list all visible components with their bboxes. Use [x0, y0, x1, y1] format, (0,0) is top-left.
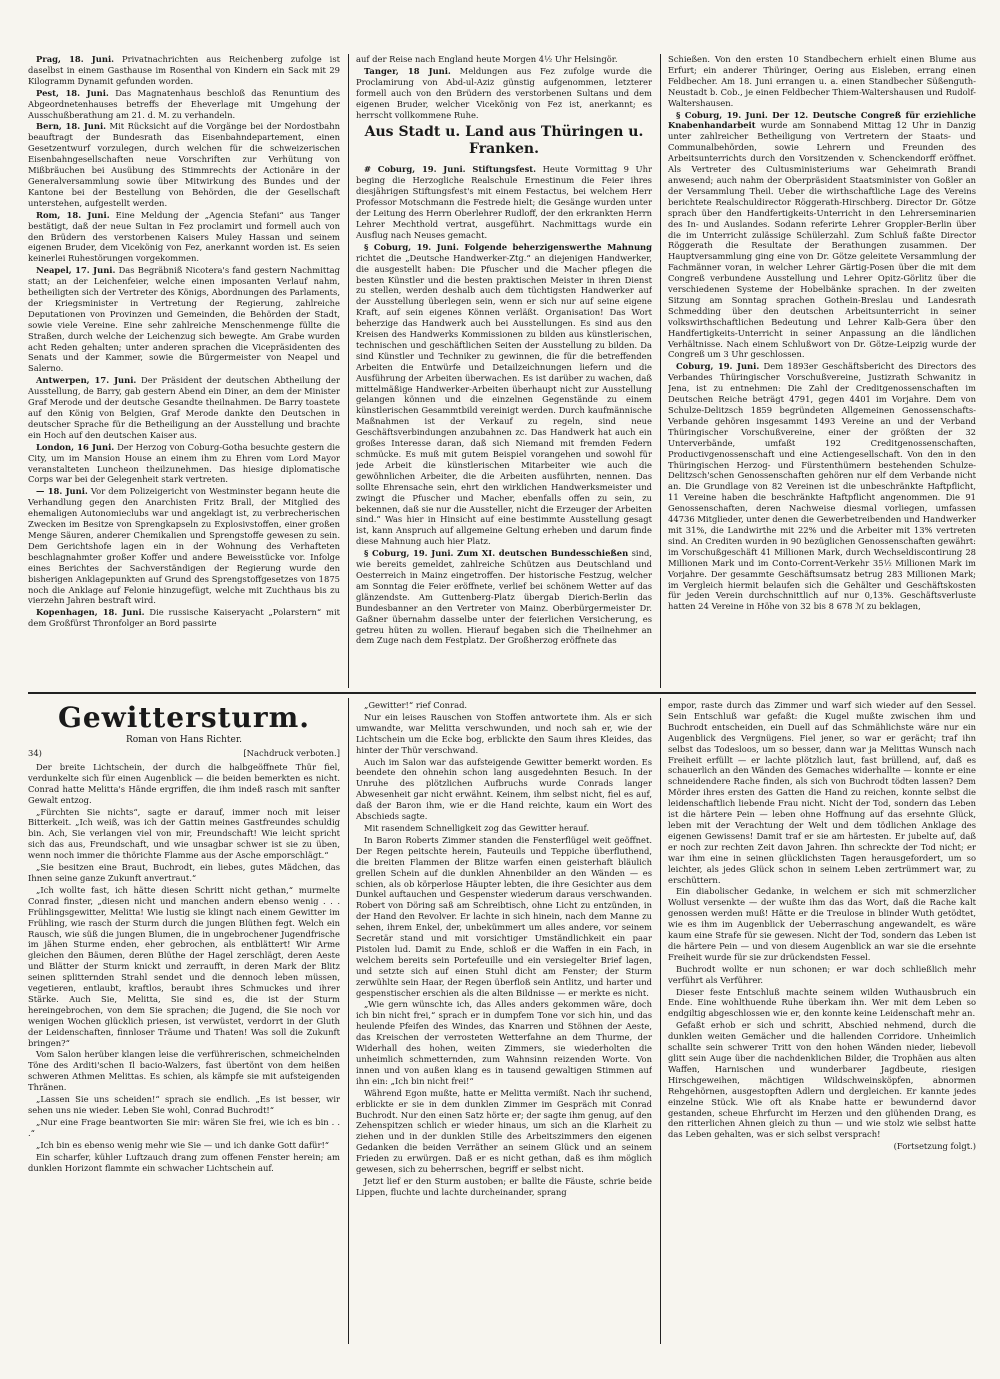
serial-paragraph: Jetzt lief er den Sturm austoben; er ballte die Fäuste, schrie beide Lippen, fluchte und lachte durcheinander, sprang	[356, 1175, 652, 1197]
serial-column-2	[356, 700, 652, 1344]
news-item	[356, 54, 652, 65]
news-item	[28, 442, 340, 486]
reprint-notice: [Nachdruck verboten.]	[243, 748, 340, 758]
news-item	[668, 361, 976, 612]
news-text: richtet die „Deutsche Handwerker-Ztg.“ an diejenigen Handwerker, die ausgestellt haben: Die Pfuscher und die Macher pflegen die besten Künstler und die besten praktischen Meister in ihren Dienst zu stellen, werden deshalb auch dem tüchtigsten Handwerker auf der Ausstellung überlegen sein, wenn er sich nur auf seine eigene Kraft, auf sein eigenes Können verläßt. Organisation! Das Wort beherzige das Handwerk auch bei Ausstellungen. Es sind aus den Kreisen des Handwerks Kommissionen zu bilden aus künstlerischen, technischen und geschäftlichen Seiten der Ausstellung zu bilden. Da sind Künstler und Techniker zu gewinnen, die für die betreffenden Arbeiten die Entwürfe und Detailzeichnungen liefern und die Ausführung der Arbeiten überwachen. Es ist darüber zu wachen, daß mittelmäßige Handwerker-Arbeiten überhaupt nicht zur Ausstellung gelangen können und die einzelnen Gegenstände zu einem künstlerischen Gesammtbild vereinigt werden. Durch kaufmännische Maßnahmen ist der Verkauf zu regeln, sind neue Geschäftsverbindungen anzubahnen zc. Das Handwerk hat auch ein großes Interesse daran, daß sich Niemand mit fremden Federn schmücke. Es muß mit gutem Beispiel vorangehen und sowohl für jede Arbeit die künstlerischen Mitarbeiter wie auch die gewöhnlichen Arbeiter, die die Arbeiten ausführten, nennen. Das sollte Ehrensache sein, ehrt den wirklichen Handwerksmeister und zwingt die Pfuscher und Macher, ebenfalls offen zu sein, zu bekennen, daß sie nur die Aussteller, nicht die Erzeuger der Arbeiten sind.“ Was hier in Hinsicht auf eine bestimmte Ausstellung gesagt ist, kann Anspruch auf allgemeine Geltung erheben und darum finde diese Mahnung auch hier Platz.	[356, 252, 652, 547]
dateline: Coburg, 19. Juni.	[676, 361, 760, 372]
column-rule	[348, 698, 349, 1344]
serial-column-1	[28, 700, 340, 1344]
dateline: § Coburg, 19. Juni. Folgende beherzigenswerthe Mahnung	[364, 241, 652, 252]
continued-note: (Fortsetzung folgt.)	[893, 1141, 976, 1152]
column-rule	[660, 698, 661, 1344]
serial-paragraph: „Nur eine Frage beantworten Sie mir: wären Sie frei, wie ich es bin . . .“	[28, 1116, 340, 1138]
dateline: # Coburg, 19. Juni. Stiftungsfest.	[364, 164, 537, 175]
dateline: Rom, 18. Juni.	[36, 209, 110, 220]
serial-paragraph: Vom Salon herüber klangen leise die verführerischen, schmeichelnden Töne des Arditi'schen Il bacio-Walzers, fast übertönt von dem heißen schweren Athmen Melittas. Es schien, als kämpfe sie mit aufsteigenden Thränen.	[28, 1049, 340, 1093]
news-item	[356, 242, 652, 547]
section-heading: Aus Stadt u. Land aus Thüringen u. Franken.	[364, 124, 644, 158]
news-item	[668, 54, 976, 109]
news-text: sind, wie bereits gemeldet, zahlreiche Schützen aus Deutschland und Oesterreich in Mainz eingetroffen. Der historische Festzug, welcher am Sonntag die Feier eröffnete, verlief bei schönem Wetter auf das glänzendste. Am Guttenberg-Platz übergab Dierich-Berlin das Bundesbanner an den Vertreter von Mainz. Oberbürgermeister Dr. Gaßner übernahm dasselbe unter der feierlichen Versicherung, es getreu hüten zu wollen. Hierauf begaben sich die Theilnehmer an dem Zuge nach dem Festplatz. Der Großherzog eröffnete das	[356, 548, 652, 646]
news-text: Eine Meldung der „Agencia Stefani“ aus Tanger bestätigt, daß der neue Sultan in Fez proclamirt und formell auch von den Brüdern des verstorbenen Kaisers Muley Hassan und seinem eigenen Bruder, dem Vicekönig von Fez, anerkannt worden ist. Es seien keinerlei Ruhestörungen vorgekommen.	[28, 209, 340, 264]
dateline: § Coburg, 19. Juni. Der 12. Deutsche Congreß für erziehliche Knabenhandarbeit	[668, 109, 976, 131]
dateline: — 18. Juni.	[36, 486, 88, 497]
news-text: Schießen. Von den ersten 10 Standbechern erhielt einen Blume aus Erfurt; ein anderer Thüringer, Oering aus Eisleben, errang einen Feldbecher. Am 18. Juni errangen u. a. einen Standbecher Süßenguth-Neustadt b. Cob., je einen Feldbecher Thiem-Waltershausen und Rudolf-Waltershausen.	[668, 54, 976, 108]
news-text: Mit Rücksicht auf die Vorgänge bei der Nordostbahn beauftragt der Bundesrath das Eisenbahndepartement, einen Gesetzentwurf vorzulegen, durch welchen für die schweizerischen Eisenbahngesellschaften neue Vorschriften zur Verhütung von Mißbräuchen bei Ausübung des Stimmrechts der Actionäre in der Generalversammlung sowie über Mitwirkung des Bundes und der Kantone bei der Bestellung von Behörden, die der Gesellschaft unterstehen, aufgestellt werden.	[28, 121, 340, 208]
news-text: auf der Reise nach England heute Morgen 4½ Uhr Helsingör.	[356, 54, 618, 64]
news-text: Vor dem Polizeigericht von Westminster begann heute die Verhandlung gegen den Anarchisten Fritz Brall, der Mitglied des ehemaligen Autonomieclubs war und angeklagt ist, zu verbrecherischen Zwecken im Besitze von Sprengkapseln zu Explosivstoffen, einer großen Menge Säuren, anderer Chemikalien und Sprengstoffe gewesen zu sein. Dem Gerichtshofe lagen ein in der Wohnung des Verhafteten beschlagnahmter großer Koffer und andere Beweisstücke vor. Infolge eines Berichtes der Sachverständigen der Regierung wurde den bisherigen Anklagepunkten auf Grund des Sprengstoffgesetzes von 1875 noch die Anklage auf Felonie hinzugefügt, welche mit Zuchthaus bis zu vierzehn Jahren bestraft wird.	[28, 486, 340, 606]
news-item	[356, 164, 652, 240]
serial-paragraph: „Lassen Sie uns scheiden!“ sprach sie endlich. „Es ist besser, wir sehen uns nie wieder. Leben Sie wohl, Conrad Buchrodt!“	[28, 1094, 340, 1115]
dateline: Neapel, 17. Juni.	[36, 265, 116, 276]
serial-column-3	[668, 700, 976, 1344]
dateline: Antwerpen, 17. Juni.	[36, 375, 137, 386]
serial-paragraph: Ein scharfer, kühler Luftzauch drang zum offenen Fenster herein; am dunklen Horizont flammte ein schwacher Lichtschein auf.	[28, 1151, 340, 1173]
news-text: Meldungen aus Fez zufolge wurde die Proclamirung von Abd-ul-Aziz günstig aufgenommen, letzterer formell auch von den Brüdern des verstorbenen Sultans und dem eigenen Bruder, welcher Vicekönig von Fez ist, anerkannt; es herrscht vollkommene Ruhe.	[356, 65, 652, 120]
dateline: Prag, 18. Juni.	[36, 54, 115, 64]
news-item	[356, 548, 652, 646]
news-item	[28, 54, 340, 87]
news-item	[668, 110, 976, 361]
serial-paragraph: In Baron Roberts Zimmer standen die Fensterflügel weit geöffnet. Der Regen peitschte herein, Fauteuils und Teppiche überfluthend, die breiten Flammen der Blitze warfen einen geisterhaft bläulich grellen Schein auf die dunklen Ahnenbilder an den Wänden — es schien, als ob körperlose Häupter lebten, die ihre Gesichter aus dem Dunkel auftauchen und Gespenster wiederum daraus verschwanden. Robert von Döring saß am Schreibtisch, ohne Licht zu entzünden, in der Hand den Revolver. Er lachte in sich hinein, nach dem Manne zu sehen, ihrem Enkel, der, unbekümmert um alles andere, vor seinem Secretär stand und mit vorsichtiger Umständlichkeit ein paar Pistolen lud. Damit zu Ende, schloß er die Waffen in ein Fach, in welchem bereits sein Portefeuille und ein versiegelter Brief lagen, und setzte sich auf einen Stuhl dicht am Fenster; der Sturm zerwühlte sein Haar, der Regen überfloß sein Antlitz, und harter und gespenstischer erschien als die alten Bildnisse — er merkte es nicht.	[356, 834, 652, 998]
installment-number: 34)	[28, 748, 42, 758]
serial-paragraph: Während Egon mußte, hatte er Melitta vermißt. Nach ihr suchend, erblickte er sie in dem dunklen Zimmer im Gespräch mit Conrad Buchrodt. Nur den einen Satz hörte er; der sagte ihm genug, auf den Zehenspitzen schlich er wieder hinaus, um sich an die Klarheit zu ziehen und in der dunklen Stille des Arbeitszimmers den eigenen Gedanken die beiden Verräther an seinem Glück und an seinem Frieden zu erwürgen. Daß er es nicht gethan, daß es ihm möglich gewesen, sich zu beherrschen, begriff er selbst nicht.	[356, 1087, 652, 1175]
dateline: Tanger, 18 Juni.	[364, 65, 451, 76]
serial-subtitle: Roman von Hans Richter.	[125, 735, 242, 745]
dateline: London, 16 Juni.	[36, 441, 115, 452]
newspaper-page	[28, 54, 976, 1344]
news-text: Privatnachrichten aus Reichenberg zufolge ist daselbst in einem Gasthause im Rosenthal von Kindern ein Sack mit 29 Kilogramm Dynamit gefunden worden.	[28, 54, 340, 86]
news-item	[28, 375, 340, 440]
dateline: Bern, 18. Juni.	[36, 121, 107, 132]
news-item	[28, 265, 340, 374]
news-item	[28, 121, 340, 208]
news-item	[356, 66, 652, 121]
news-column-1	[28, 54, 340, 688]
column-rule	[660, 54, 661, 688]
news-text: Die russische Kaiseryacht „Polarstern“ mit dem Großfürst Thronfolger an Bord passirte	[28, 607, 340, 629]
news-column-2	[356, 54, 652, 688]
news-text: Der Herzog von Coburg-Gotha besuchte gestern die City, um im Mansion House an einem ihm zu Ehren vom Lord Mayor veranstalteten Luncheon theilzunehmen. Das hiesige diplomatische Corps war bei der Gelegenheit stark vertreten.	[28, 441, 340, 485]
serial-paragraph: empor, raste durch das Zimmer und warf sich wieder auf den Sessel. Sein Entschluß war gefaßt: die Kugel mußte zwischen ihm und Buchrodt entscheiden, ein Duell auf das Schmählichste wäre nur ein Augenblick des Vergnügens. Fiel jener, so war er gerächt; traf ihn selbst das Todesloos, um so besser, dann war ja Melittas Wunsch nach Freiheit erfüllt — er lachte plötzlich laut, fast brüllend, auf, daß es schauerlich an den Wänden des Gemaches widerhallte — konnte er eine schneidendere Rache finden, als sich von Buchrodt tödten lassen? Dem Mörder ihres ersten des Gatten die Hand zu reichen, konnte selbst die leidenschaftlich liebende Frau nicht. Nicht der Tod, sondern das Leben ist die härtere Pein — leben ohne Hoffnung auf das ersehnte Glück, leben mit der Verachtung der Welt und dem tödlichen Anklage des eigenen Gewissens! Damit traf er sie am härtesten. Er jubelte auf, daß er noch zur rechten Zeit davon Jahren. Ihn schreckte der Tod nicht; er war ihm eine in seinen glücklichsten Tagen herausgefordert, um so leichter, als jedes Glück schon in seinem Leben zertrümmert war, zu erschüttern.	[668, 700, 976, 885]
dateline: Pest, 18. Juni.	[36, 87, 109, 98]
news-column-3	[668, 54, 976, 688]
serial-paragraph: Dieser feste Entschluß machte seinem wilden Wuthausbruch ein Ende. Eine wohlthuende Ruhe überkam ihn. Wer mit dem Leben so endgiltig abgeschlossen wie er, den konnte keine Leidenschaft mehr an.	[668, 986, 976, 1019]
serial-paragraph: Gefaßt erhob er sich und schritt, Abschied nehmend, durch die dunklen weiten Gemächer und die hallenden Corridore. Unheimlich schallte sein schwerer Tritt von den hohen Wänden nieder, liebevoll glitt sein Auge über die nachdenklichen Bilder, die Trophäen aus alten Waffen, Harnischen und wunderbarer Jagdbeute, riesigen Hirschgeweihen, mächtigen Wildschweinsköpfen, abnormen Rehgehörnen, ausgestopften Adlern und dergleichen. Er kannte jedes einzelne Stück. Wie oft als Knabe hatte er bewundernd davor gestanden, scheue Ehrfurcht im Herzen und den glühenden Drang, es den ritterlichen Ahnen gleich zu thun — und wie stolz wie selbst hatte das Leben gehalten, was er sich selbst versprach!	[668, 1020, 976, 1140]
serial-paragraph: „Gewitter!“ rief Conrad.	[364, 700, 468, 710]
news-item	[28, 486, 340, 606]
serial-paragraph: „Wie gern wünschte ich, das Alles anders gekommen wäre, doch ich bin nicht frei,“ sprach er in dumpfem Tone vor sich hin, und das heulende Pfeifen des Windes, das Knarren und Stöhnen der Aeste, das Kreischen der verrosteten Wetterfahne an dem Thurme, der Widerhall des hohen, weiten Zimmers, sie wiederholten die unheimlich schmetternden, zum Wahnsinn reizenden Worte. Von innen und von außen klang es in tausend gewaltigen Stimmen auf ihn ein: „Ich bin nicht frei!“	[356, 999, 652, 1086]
news-text: Heute Vormittag 9 Uhr beging die Herzogliche Realschule Ernestinum die Feier ihres diesjährigen Stiftungsfest's mit einem Festactus, bei welchem Herr Professor Motschmann die Festrede hielt; die Gesänge wurden unter der Leitung des Herrn Oberlehrer Rudloff, der den erkrankten Herrn Lehrer Mechthold vertrat, ausgeführt. Nachmittags wurde ein Ausflug nach Neuses gemacht.	[356, 164, 652, 240]
dateline: § Coburg, 19. Juni. Zum XI. deutschen Bundesschießen	[364, 548, 629, 559]
news-text: wurde am Sonnabend Mittag 12 Uhr in Danzig unter zahlreicher Betheiligung von Vertretern der Staats- und Communalbehörden, sowie Lehrern und Freunden des Arbeitsunterrichts durch den Vorsitzenden v. Schenckendorff eröffnet. Als Vertreter des Cultusministeriums war Geheimrath Brandi anwesend; auch nahm der Oberpräsident Staatsminister von Goßler an der Versammlung Theil. Ueber die wirthschaftliche Lage des Vereins berichtete Realschuldirector Röggerath-Hirschberg. Director Dr. Götze sprach über den Handfertigkeits-Unterricht in den Lehrerseminarien des In- und Auslandes. Sodann referirte Lehrer Groppler-Berlin über die im Unterricht zulässige Schülerzahl. Zum Schluß faßte Director Röggerath die Resultate der Berathungen zusammen. Der Hauptversammlung ging eine von Dr. Götze geleitete Versammlung der Fachmänner voran, in welcher Lehrer Gärtig-Posen über die mit dem Congreß verbundene Ausstellung und Lehrer Opitz-Görlitz über die verschiedenen Systeme der Hobelbänke sprachen. In der zweiten Sitzung am Sonntag sprachen Gothein-Breslau und Landesrath Schmedding über den deutschen Arbeitsunterricht in seiner volkswirthschaftlichen Bedeutung und Lehrer Kalb-Gera über den Handfertigkeits-Unterricht in seiner Anpassung an die ländlichen Verhältnisse. Nach einem Schlußwort von Dr. Götze-Leipzig wurde der Congreß um 3 Uhr geschlossen.	[668, 120, 976, 360]
news-text: Dem 1893er Geschäftsbericht des Directors des Verbandes Thüringischer Vorschußvereine, Justizrath Schwanitz in Jena, ist zu entnehmen: Die Zahl der Creditgenossenschaften im Deutschen Reiche beträgt 4791, gegen 4401 im Vorjahre. Dem von Schulze-Delitzsch 1859 begründeten Allgemeinen Genossenschafts-Verbande gehören insgesammt 1493 Vereine an und der Verband Thüringischer Vorschußvereine, einer der größten der 32 Unterverbände, umfaßt 192 Creditgenossenschaften, Productivgenossenschaft und eine Actiengesellschaft. Von den in den Thüringischen Herzog- und Fürstenthümern bestehenden Schulze-Delitzsch'schen Genossenschaften gehören nur elf dem Verbande nicht an. Die Grundlage von 82 Vereinen ist die unbeschränkte Haftpflicht, 11 Vereine haben die beschränkte Haftpflicht angenommen. Die 91 Genossenschaften, deren Nachweise diesmal vorliegen, umfassen 44736 Mitglieder, unter denen die Gewerbetreibenden und Handwerker mit 31%, die Landwirthe mit 22% und die Arbeiter mit 13% vertreten sind. An Crediten wurden in 90 bezüglichen Genossenschaften gewährt: im Vorschußgeschäft 41 Millionen Mark, durch Wechseldiscontirung 28 Millionen Mark und im Conto-Corrent-Verkehr 35½ Millionen Mark im Vorjahre. Der gesammte Geschäftsumsatz betrug 283 Millionen Mark; im Vergleich hiermit belaufen sich die Gehälter und Geschäftskosten für jeden Verein durchschnittlich auf nur 0,13%. Geschäftsverluste hatten 24 Vereine in Höhe von 32 bis 8 678 ℳ zu beklagen,	[668, 361, 976, 612]
serial-paragraph: „Fürchten Sie nichts“, sagte er darauf, immer noch mit leiser Bitterkeit. „Ich weiß, was ich der Gattin meines Gastfreundes schuldig bin. Ach, Sie verlangen viel von mir, Freundschaft! Wie leicht spricht sich das aus, Freundschaft, und wie unsagbar schwer ist sie zu üben, wenn noch immer die thörichte Flamme aus der Asche emporschlägt.“	[28, 806, 340, 861]
serial-paragraph: Nur ein leises Rauschen von Stoffen antwortete ihm. Als er sich umwandte, war Melitta verschwunden, und noch sah er, wie der Lichtschein um die Ecke bog, erblickte den Saum ihres Kleides, das hinter der Thür verschwand.	[356, 711, 652, 755]
news-text: Das Magnatenhaus beschloß das Renuntium des Abgeordnetenhauses betreffs der Eheverlage mit Umgehung der Ausschußberathung am 21. d. M. zu verhandeln.	[28, 87, 340, 120]
column-rule	[348, 54, 349, 688]
news-item	[28, 607, 340, 629]
serial-paragraph: „Ich bin es ebenso wenig mehr wie Sie — und ich danke Gott dafür!“	[36, 1139, 330, 1150]
serial-paragraph: Buchrodt wollte er nun schonen; er war doch schließlich mehr verführt als Verführer.	[668, 963, 976, 985]
serial-paragraph: „Ich wollte fast, ich hätte diesen Schritt nicht gethan,“ murmelte Conrad finster, „diesen nicht und manchen andern ebenso wenig . . . Frühlingsgewitter, Melitta! Wie lustig sie klingt nach einem Gewitter im Frühling, wie rasch der Sturm durch die jungen Blüthen fegt. Welch ein Rausch, wie süß die jungen Blumen, die in ungebrochener Jugendfrische im jähen Sturme enden, eher gebrochen, als entblättert! Wir Arme gleichen den Bäumen, deren Blüthe der Hagel zerschlägt, deren Aeste und Blätter der Sturm knickt und zerraufft, in deren Mark der Blitz seinen splitternden Strahl sendet und die dennoch leben müssen, vegetieren, entlaubt, kraftlos, beraubt ihres Schmuckes und ihrer Stärke. Auch Sie, Melitta, Sie sind es, die ist der Sturm hereingebrochen, von dem Sie sprachen; die Jugend, die Sie noch vor wenigen Wochen glücklich priesen, ist verwüstet, verdorrt in der Gluth der Leidenschaften, finnloser Träume und Thaten! Was soll die Zukunft bringen?“	[28, 884, 340, 1048]
news-text: Der Präsident der deutschen Abtheilung der Ausstellung, de Barry, gab gestern Abend ein Diner, an dem der Minister Graf Merode und der deutsche Gesandte theilnahmen. De Barry toastete auf den König von Belgien, Graf Merode dankte den Deutschen in deutscher Sprache für die Betheiligung an der Ausstellung und brachte ein Hoch auf den deutschen Kaiser aus.	[28, 375, 340, 440]
serial-meta	[28, 748, 340, 759]
news-text: Das Begräbniß Nicotera's fand gestern Nachmittag statt; an der Leichenfeier, welche einen imposanten Verlauf nahm, betheiligten sich der Vertreter des Königs, Abordnungen des Parlaments, der Kriegsminister in Vertretung der Regierung, zahlreiche Deputationen von Provinzen und Gemeinden, die Behörden der Stadt, sowie viele Vereine. Eine sehr zahlreiche Menschenmenge füllte die Straßen, durch welche der Leichenzug sich bewegte. Am Grabe wurden acht Reden gehalten; unter anderen sprachen die Vicepräsidenten des Senats und der Kammer, sowie die Bürgermeister von Neapel und Salerno.	[28, 265, 340, 374]
serial-paragraph: Der breite Lichtschein, der durch die halbgeöffnete Thür fiel, verdunkelte sich für einen Augenblick — die beiden bemerkten es nicht. Conrad hatte Melitta's Hände ergriffen, die ihm indeß rasch mit sanfter Gewalt entzog.	[28, 761, 340, 805]
serial-paragraph: Ein diabolischer Gedanke, in welchem er sich mit schmerzlicher Wollust versenkte — der wußte ihm das das Wort, daß die Rache kalt genossen werden muß! Hätte er die Treulose in blinder Wuth getödtet, wie es ihm im Augenblick der Ueberraschung angewandelt, es wäre kaum eine Strafe für sie gewesen. Nicht der Tod, sondern das Leben ist die härtere Pein — und von diesem Augenblick an war sie die ersehnte Freiheit wurde für sie zur drückendsten Fessel.	[668, 886, 976, 962]
news-item	[28, 210, 340, 265]
serial-paragraph: Auch im Salon war das aufsteigende Gewitter bemerkt worden. Es beendete den ohnehin schon lang ausgedehnten Besuch. In der Unruhe des plötzlichen Aufbruchs wurde Conrads langer Abwesenheit gar nicht erwähnt. Keinem, ihm selbst nicht, fiel es auf, daß der Baron ihm, wie er die Hand reichte, kaum ein Wort des Abschieds sagte.	[356, 756, 652, 822]
dateline: Kopenhagen, 18. Juni.	[36, 607, 145, 618]
news-item	[28, 88, 340, 121]
serial-paragraph: Mit rasendem Schnelligkeit zog das Gewitter herauf.	[364, 822, 589, 833]
serial-paragraph: „Sie besitzen eine Braut, Buchrodt, ein liebes, gutes Mädchen, das Ihnen seine ganze Zukunft anvertraut.“	[28, 862, 340, 883]
serial-title: Gewittersturm.	[57, 701, 311, 734]
section-rule	[28, 692, 976, 694]
